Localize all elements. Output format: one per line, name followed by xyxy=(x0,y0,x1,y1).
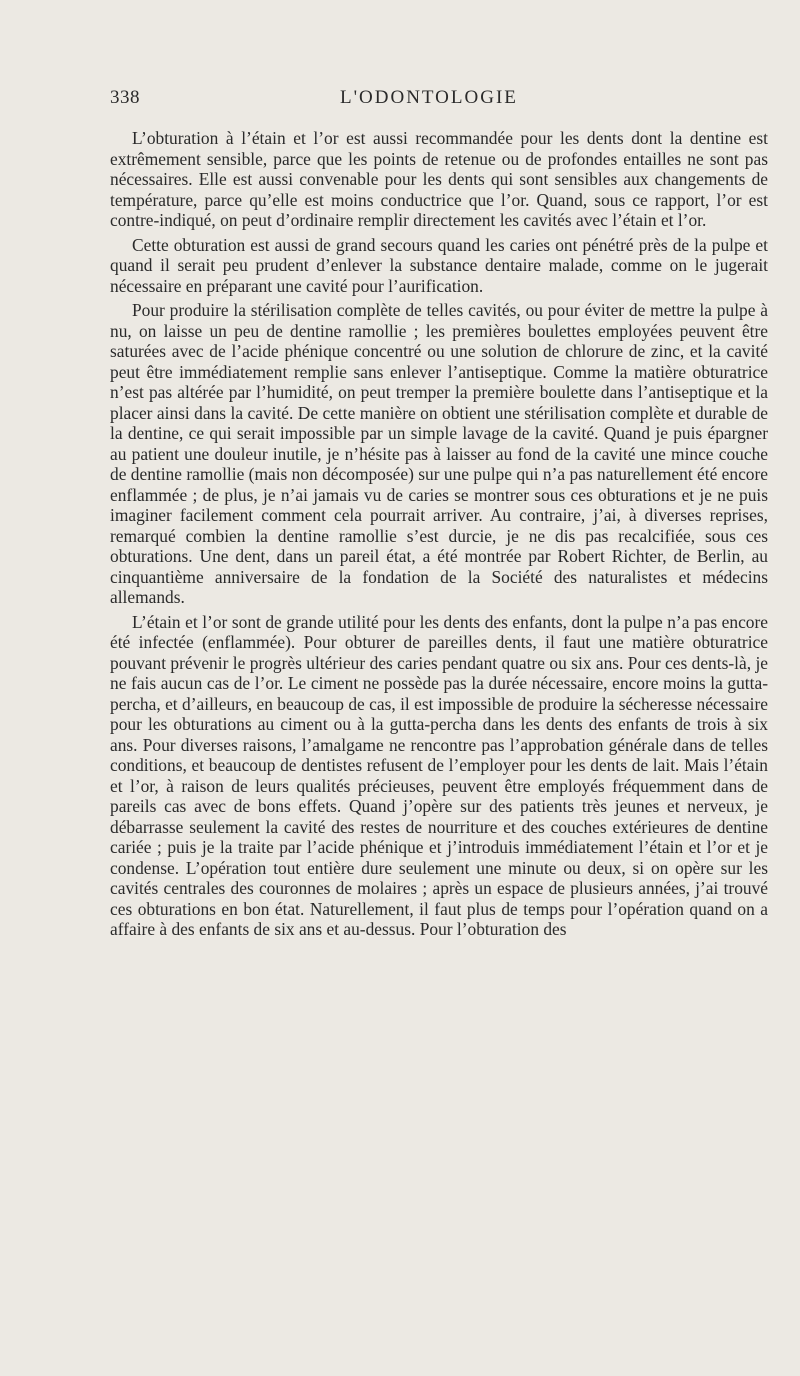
paragraph: Pour produire la stérilisation complète de telles cavités, ou pour éviter de mettre la pulpe à nu, on laisse un peu de dentine ramollie ; les premières boulettes employées peuvent être saturées avec de l’acide phénique concentré ou une solution de chlorure de zinc, et la cavité peut être immédiatement remplie sans enlever l’antiseptique. Comme la matière obturatrice n’est pas altérée par l’humidité, on peut tremper la première boulette dans l’antiseptique et la placer ainsi dans la cavité. De cette manière on obtient une stérilisation complète et durable de la dentine, ce qui serait impossible par un simple lavage de la cavité. Quand je puis épargner au patient une douleur inutile, je n’hésite pas à laisser au fond de la cavité une mince couche de dentine ramollie (mais non décomposée) sur une pulpe qui n’a pas naturellement été encore enflammée ; de plus, je n’ai jamais vu de caries se montrer sous ces obturations et je ne puis imaginer facilement comment cela pourrait arriver. Au contraire, j’ai, à diverses reprises, remarqué combien la dentine ramollie s’est durcie, je ne dis pas recalcifiée, sous ces obturations. Une dent, dans un pareil état, a été montrée par Robert Richter, de Berlin, au cinquantième anniversaire de la fondation de la Société des naturalistes et médecins allemands. xyxy=(110,300,768,607)
page-header xyxy=(110,87,768,115)
running-title: L'ODONTOLOGIE xyxy=(340,87,518,108)
page-number: 338 xyxy=(110,87,140,108)
paragraph: L’obturation à l’étain et l’or est aussi recommandée pour les dents dont la dentine est extrêmement sensible, parce que les points de retenue ou de profondes entailles ne sont pas nécessaires. Elle est aussi convenable pour les dents qui sont sensibles aux changements de température, parce qu’elle est moins conductrice que l’or. Quand, sous ce rapport, l’or est contre-indiqué, on peut d’ordinaire remplir directement les cavités avec l’étain et l’or. xyxy=(110,128,768,230)
paragraph: Cette obturation est aussi de grand secours quand les caries ont pénétré près de la pulpe et quand il serait peu prudent d’enlever la substance dentaire malade, comme on le jugerait nécessaire en préparant une cavité pour l’aurification. xyxy=(110,234,768,296)
paragraph: L’étain et l’or sont de grande utilité pour les dents des enfants, dont la pulpe n’a pas encore été infectée (enflammée). Pour obturer de pareilles dents, il faut une matière obturatrice pouvant prévenir le progrès ultérieur des caries pendant quatre ou six ans. Pour ces dents-là, je ne fais aucun cas de l’or. Le ciment ne possède pas la durée nécessaire, encore moins la gutta-percha, et d’ailleurs, en beaucoup de cas, il est impossible de produire la sécheresse nécessaire pour les obturations au ciment ou à la gutta-percha dans les dents des enfants de trois à six ans. Pour diverses raisons, l’amalgame ne rencontre pas l’approbation générale dans de telles conditions, et beaucoup de dentistes refusent de l’employer pour les dents de lait. Mais l’étain et l’or, à raison de leurs qualités précieuses, peuvent être employés fréquemment dans de pareils cas avec de bons effets. Quand j’opère sur des patients très jeunes et nerveux, je débarrasse seulement la cavité des restes de nourriture et des couches extérieures de dentine cariée ; puis je la traite par l’acide phénique et j’introduis immédiatement l’étain et l’or et je condense. L’opération tout entière dure seulement une minute ou deux, si on opère sur les cavités centrales des couronnes de molaires ; après un espace de plusieurs années, j’ai trouvé ces obturations en bon état. Naturellement, il faut plus de temps pour l’opération quand on a affaire à des enfants de six ans et au-dessus. Pour l’obturation des xyxy=(110,611,768,939)
body-text xyxy=(110,128,768,944)
